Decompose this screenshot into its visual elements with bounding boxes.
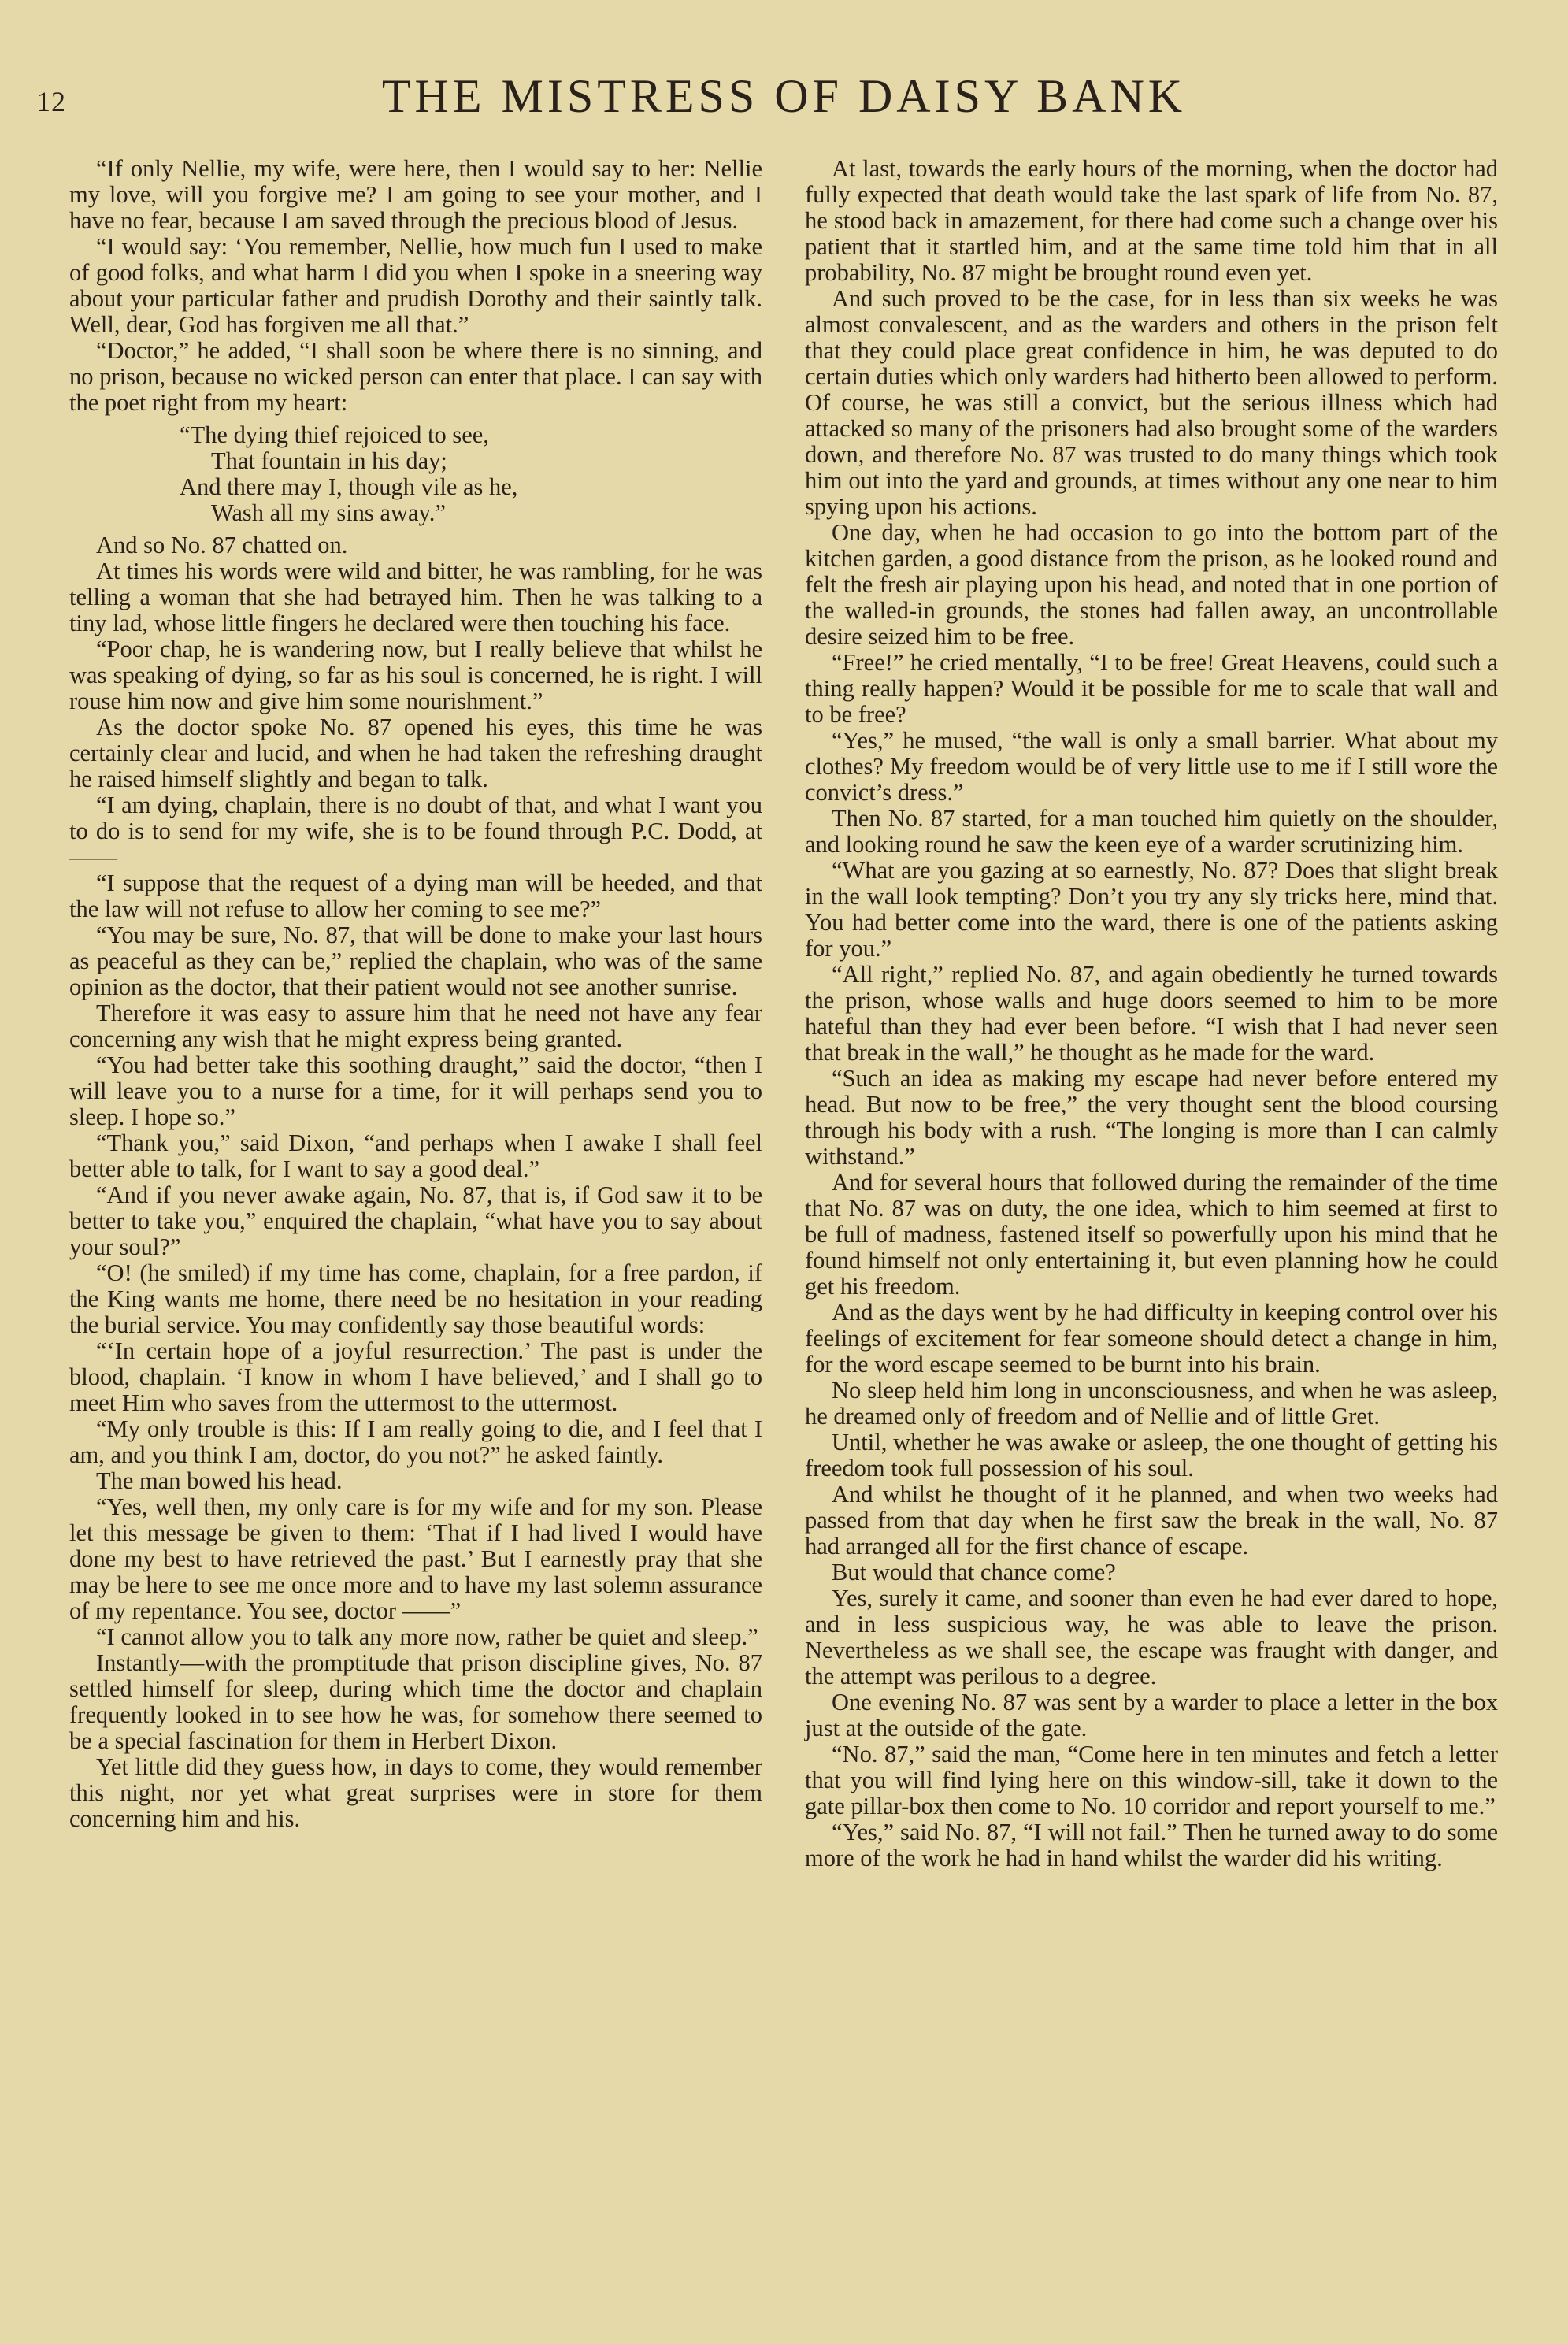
verse-line: Wash all my sins away.” <box>211 499 446 526</box>
verse-line: “The dying thief rejoiced to see, <box>180 421 489 448</box>
paragraph: And whilst he thought of it he planned, and when two weeks had passed from that day when he first saw the break in the wall, No. 87 had arranged all for the first chance of escape. <box>805 1481 1498 1560</box>
paragraph: One evening No. 87 was sent by a warder to place a letter in the box just at the outside of the gate. <box>805 1689 1498 1741</box>
paragraph: “And if you never awake again, No. 87, that is, if God saw it to be better to take you,” enquired the chaplain, “what have you to say about your soul?” <box>69 1181 762 1260</box>
paragraph: “No. 87,” said the man, “Come here in ten minutes and fetch a letter that you will find lying here on this window-sill, take it down to the gate pillar-box then come to No. 10 corridor and report yourself to me.” <box>805 1741 1498 1819</box>
paragraph: “I would say: ‘You remember, Nellie, how much fun I used to make of good folks, and what harm I did you when I spoke in a sneering way about your particular father and prudish Dorothy and their saintly talk. Well, dear, God has forgiven me all that.” <box>69 233 762 338</box>
paragraph: As the doctor spoke No. 87 opened his eyes, this time he was certainly clear and lucid, and when he had taken the refreshing draught he raised himself slightly and began to talk. <box>69 714 762 792</box>
paragraph: “Yes,” said No. 87, “I will not fail.” Then he turned away to do some more of the work he had in hand whilst the warder did his writing. <box>805 1819 1498 1871</box>
paragraph: “Free!” he cried mentally, “I to be free! Great Heavens, could such a thing really happen? Would it be possible for me to scale that wall and to be free? <box>805 649 1498 728</box>
paragraph: Yes, surely it came, and sooner than even he had ever dared to hope, and in less suspicious way, he was able to leave the prison. Nevertheless as we shall see, the escape was fraught with danger, and the attempt was perilous to a degree. <box>805 1585 1498 1689</box>
paragraph: No sleep held him long in unconsciousness, and when he was asleep, he dreamed only of freedom and of Nellie and of little Gret. <box>805 1377 1498 1430</box>
verse-line: And there may I, though vile as he, <box>180 473 518 500</box>
paragraph: “Such an idea as making my escape had never before entered my head. But now to be free,” the very thought sent the blood coursing through his body with a rush. “The longing is more than I can calmly withstand.” <box>805 1065 1498 1170</box>
paragraph: One day, when he had occasion to go into the bottom part of the kitchen garden, a good distance from the prison, as he looked round and felt the fresh air playing upon his head, and noted that in one portion of the walled-in grounds, the stones had fallen away, an uncontrollable desire seized him to be free. <box>805 519 1498 650</box>
paragraph: “My only trouble is this: If I am really going to die, and I feel that I am, and you think I am, doctor, do you not?” he asked faintly. <box>69 1415 762 1468</box>
paragraph: And so No. 87 chatted on. <box>96 532 348 558</box>
paragraph: “Thank you,” said Dixon, “and perhaps when I awake I shall feel better able to talk, for I want to say a good deal.” <box>69 1129 762 1182</box>
paragraph: And as the days went by he had difficulty in keeping control over his feelings of excitement for fear someone should detect a change in him, for the word escape seemed to be burnt into his brain. <box>805 1299 1498 1378</box>
paragraph: “I suppose that the request of a dying man will be heeded, and that the law will not refuse to allow her coming to see me?” <box>69 870 762 922</box>
paragraph: But would that chance come? <box>832 1559 1116 1586</box>
verse-line: That fountain in his day; <box>211 447 447 474</box>
paragraph: “Yes,” he mused, “the wall is only a small barrier. What about my clothes? My freedom would be of very little use to me if I still wore the convict’s dress.” <box>805 727 1498 806</box>
paragraph: And for several hours that followed during the remainder of the time that No. 87 was on duty, the one idea, which to him seemed at first to be full of madness, fastened itself so powerfully upon his mind that he found himself not only entertaining it, but even planning how he could get his freedom. <box>805 1169 1498 1300</box>
paragraph: The man bowed his head. <box>96 1467 343 1494</box>
paragraph: Until, whether he was awake or asleep, the one thought of getting his freedom took full possession of his soul. <box>805 1429 1498 1482</box>
left-column <box>69 156 762 1832</box>
paragraph: “You had better take this soothing draught,” said the doctor, “then I will leave you to a nurse for a time, for it will perhaps send you to sleep. I hope so.” <box>69 1051 762 1130</box>
paragraph: “‘In certain hope of a joyful resurrection.’ The past is under the blood, chaplain. ‘I know in whom I have believed,’ and I shall go to meet Him who saves from the uttermost to the uttermost. <box>69 1337 762 1416</box>
running-head-title: THE MISTRESS OF DAISY BANK <box>381 70 1187 122</box>
paragraph: “Poor chap, he is wandering now, but I really believe that whilst he was speaking of dying, so far as his soul is concerned, he is right. I will rouse him now and give him some nourishment.” <box>69 636 762 714</box>
paragraph: “I cannot allow you to talk any more now, rather be quiet and sleep.” <box>96 1623 758 1650</box>
paragraph: “Yes, well then, my only care is for my wife and for my son. Please let this message be given to them: ‘That if I had lived I would have done my best to have retrieved the past.’ But I earnestly pray that she may be here to see me once more and to have my last solemn assurance of my repentance. You see, doctor ——” <box>69 1493 762 1624</box>
paragraph: Then No. 87 started, for a man touched him quietly on the shoulder, and looking round he saw the keen eye of a warder scrutinizing him. <box>805 805 1498 858</box>
right-column <box>805 156 1498 1871</box>
paragraph: “You may be sure, No. 87, that will be done to make your last hours as peaceful as they can be,” replied the chaplain, who was of the same opinion as the doctor, that their patient would not see another sunrise. <box>69 922 762 1000</box>
paragraph: And such proved to be the case, for in less than six weeks he was almost convalescent, and as the warders and others in the prison felt that they could place great confidence in him, he was deputed to do certain duties which only warders had hitherto been allowed to perform. Of course, he was still a convict, but the serious illness which had attacked so many of the prisoners had also brought some of the warders down, and therefore No. 87 was trusted to do many things which took him out into the yard and grounds, at times without any one near to him spying upon his actions. <box>805 285 1498 520</box>
paragraph: “All right,” replied No. 87, and again obediently he turned towards the prison, whose walls and huge doors seemed to him to be more hateful than they had ever been before. “I wish that I had never seen that break in the wall,” he thought as he made for the ward. <box>805 961 1498 1066</box>
paragraph: “O! (he smiled) if my time has come, chaplain, for a free pardon, if the King wants me home, there need be no hesitation in your reading the burial service. You may confidently say those beautiful words: <box>69 1259 762 1338</box>
verse-block <box>180 422 762 526</box>
paragraph: At last, towards the early hours of the morning, when the doctor had fully expected that death would take the last spark of life from No. 87, he stood back in amazement, for there had come such a change over his patient that it startled him, and at the same time told him that in all probability, No. 87 might be brought round even yet. <box>805 155 1498 286</box>
page-number: 12 <box>36 86 66 117</box>
paragraph: Yet little did they guess how, in days to come, they would remember this night, nor yet what great surprises were in store for them concerning him and his. <box>69 1753 762 1832</box>
paragraph: “What are you gazing at so earnestly, No. 87? Does that slight break in the wall look tempting? Don’t you try any sly tricks here, mind that. You had better come into the ward, there is one of the patients asking for you.” <box>805 857 1498 962</box>
paragraph: “If only Nellie, my wife, were here, then I would say to her: Nellie my love, will you forgive me? I am going to see your mother, and I have no fear, because I am saved through the precious blood of Jesus. <box>69 155 762 234</box>
paragraph: Therefore it was easy to assure him that he need not have any fear concerning any wish that he might express being granted. <box>69 1000 762 1052</box>
paragraph: “I am dying, chaplain, there is no doubt of that, and what I want you to do is to send for my wife, she is to be found through P.C. Dodd, at—— <box>69 792 762 870</box>
paragraph: At times his words were wild and bitter, he was rambling, for he was telling a woman that she had betrayed him. Then he was talking to a tiny lad, whose little fingers he declared were then touching his face. <box>69 558 762 636</box>
paragraph: “Doctor,” he added, “I shall soon be where there is no sinning, and no prison, because no wicked person can enter that place. I can say with the poet right from my heart: <box>69 337 762 416</box>
paragraph: Instantly—with the promptitude that prison discipline gives, No. 87 settled himself for sleep, during which time the doctor and chaplain frequently looked in to see how he was, for somehow there seemed to be a special fascination for them in Herbert Dixon. <box>69 1649 762 1754</box>
